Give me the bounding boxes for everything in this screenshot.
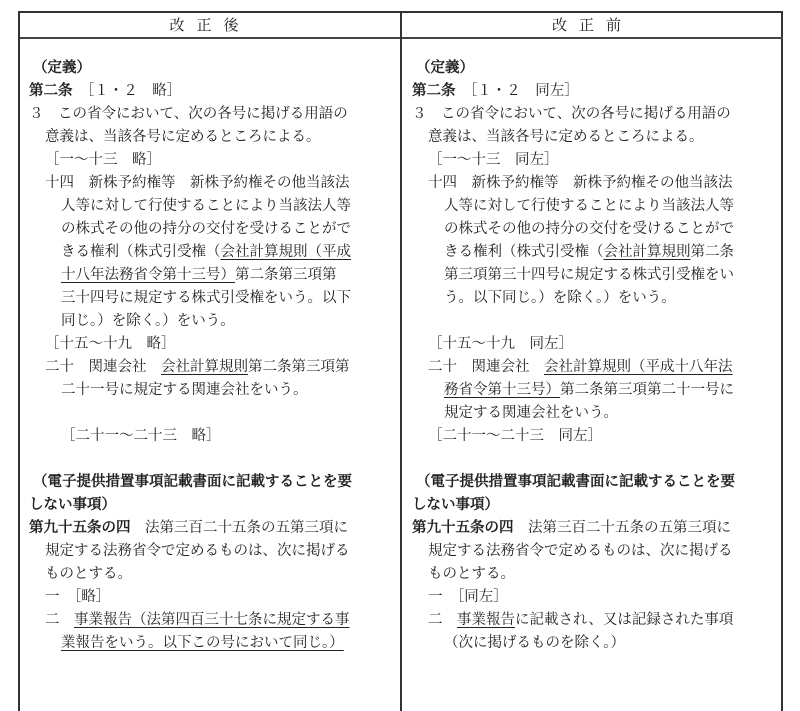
body-text: 規定する法務省令で定めるものは、次に掲げる <box>45 543 350 559</box>
body-text: 一 ［同左］ <box>428 589 508 605</box>
text-line <box>29 103 348 126</box>
text-line <box>29 494 116 517</box>
heading-text: （電子提供措置事項記載書面に記載することを要 <box>33 474 352 490</box>
text-line <box>444 241 734 264</box>
body-text: 人等に対して行使することにより当該法人等 <box>61 198 351 214</box>
text-line <box>61 218 351 241</box>
body-text: 同じ。）を除く。）をいう。 <box>61 313 235 329</box>
heading-text: 第二条 <box>29 83 73 99</box>
text-line <box>61 425 221 448</box>
body-text: 法第三百二十五条の五第三項に <box>513 520 731 536</box>
body-text: 第三項第三十四号に規定する株式引受権をい <box>444 267 734 283</box>
text-line <box>444 379 734 402</box>
text-line <box>444 287 676 310</box>
text-line <box>29 80 181 103</box>
text-line <box>61 379 308 402</box>
body-text: ［１・２ 同左］ <box>455 83 579 99</box>
text-line <box>428 333 573 356</box>
body-text: 十四 新株予約権等 新株予約権その他当該法 <box>45 175 350 191</box>
text-line <box>61 632 344 655</box>
amended-text: 十八年法務省令第十三号） <box>61 267 235 283</box>
body-text: 一 ［略］ <box>45 589 111 605</box>
body-text: 規定する関連会社をいう。 <box>444 405 618 421</box>
text-line <box>412 103 731 126</box>
body-text: ［二十一～二十三 同左］ <box>428 428 602 444</box>
body-text: ［一～十三 略］ <box>45 152 161 168</box>
text-line <box>416 471 735 494</box>
comparison-table <box>18 11 783 711</box>
body-text: 人等に対して行使することにより当該法人等 <box>444 198 734 214</box>
heading-text: しない事項） <box>29 497 116 513</box>
heading-text: しない事項） <box>412 497 499 513</box>
text-line <box>428 586 508 609</box>
body-text: 意義は、当該各号に定めるところによる。 <box>45 129 321 145</box>
text-line <box>444 195 734 218</box>
text-line <box>45 126 321 149</box>
text-line <box>412 494 499 517</box>
text-line <box>45 540 350 563</box>
heading-text: （定義） <box>416 60 474 76</box>
text-line <box>29 517 348 540</box>
text-line <box>412 517 731 540</box>
text-line <box>61 241 351 264</box>
body-text: きる権利（株式引受権（ <box>61 244 221 260</box>
body-text: の株式その他の持分の交付を受けることがで <box>444 221 734 237</box>
text-line <box>61 264 337 287</box>
text-line <box>45 609 350 632</box>
heading-text: 第二条 <box>412 83 456 99</box>
body-text: う。以下同じ。）を除く。）をいう。 <box>444 290 676 306</box>
body-text: 二 <box>45 612 74 628</box>
body-text: ものとする。 <box>428 566 515 582</box>
text-line <box>45 172 350 195</box>
amended-text: 会社計算規則（平成 <box>220 244 351 260</box>
text-line <box>428 425 602 448</box>
body-text: に記載され、又は記録された事項 <box>515 612 734 628</box>
body-text: ［十五～十九 同左］ <box>428 336 573 352</box>
text-line <box>428 563 515 586</box>
heading-text: 第九十五条の四 <box>412 520 514 536</box>
body-text: ３ この省令において、次の各号に掲げる用語の <box>29 106 348 122</box>
text-line <box>61 310 235 333</box>
body-text: 第二条 <box>690 244 734 260</box>
body-text: ［十五～十九 略］ <box>45 336 176 352</box>
heading-text: 第九十五条の四 <box>29 520 131 536</box>
text-line <box>416 57 474 80</box>
text-line <box>428 540 733 563</box>
heading-text: （定義） <box>33 60 91 76</box>
amended-text: 務省令第十三号） <box>444 382 560 398</box>
amended-text: 事業報告 <box>457 612 515 628</box>
body-text: 規定する法務省令で定めるものは、次に掲げる <box>428 543 733 559</box>
text-line <box>33 471 352 494</box>
text-line <box>428 126 704 149</box>
body-text: （次に掲げるものを除く。） <box>444 635 625 651</box>
body-text: 二十一号に規定する関連会社をいう。 <box>61 382 308 398</box>
body-text: の株式その他の持分の交付を受けることがで <box>61 221 351 237</box>
text-line <box>45 356 350 379</box>
text-line <box>444 264 734 287</box>
text-line <box>428 356 733 379</box>
body-text: ［１・２ 略］ <box>72 83 182 99</box>
body-text: ［二十一～二十三 略］ <box>61 428 221 444</box>
header-after-amendment: 改正後 <box>20 13 400 39</box>
text-line <box>45 586 110 609</box>
body-text: ［一～十三 同左］ <box>428 152 559 168</box>
text-line <box>444 632 625 655</box>
text-line <box>412 80 579 103</box>
body-text: 二十 関連会社 <box>45 359 161 375</box>
text-line <box>444 402 618 425</box>
body-text: 意義は、当該各号に定めるところによる。 <box>428 129 704 145</box>
text-line <box>428 172 733 195</box>
amended-text: 業報告をいう。以下この号において同じ。） <box>61 635 344 651</box>
text-line <box>61 195 351 218</box>
column-divider <box>400 13 402 711</box>
text-line <box>428 609 733 632</box>
text-line <box>45 563 132 586</box>
body-text: 第二条第三項第 <box>235 267 337 283</box>
body-text: 二十 関連会社 <box>428 359 544 375</box>
amended-text: 会社計算規則 <box>161 359 248 375</box>
text-line <box>428 149 559 172</box>
text-line <box>444 218 734 241</box>
body-text: きる権利（株式引受権（ <box>444 244 604 260</box>
body-text: 三十四号に規定する株式引受権をいう。以下 <box>61 290 351 306</box>
body-text: ものとする。 <box>45 566 132 582</box>
amended-text: 会社計算規則（平成十八年法 <box>544 359 733 375</box>
text-line <box>45 149 161 172</box>
text-line <box>45 333 176 356</box>
body-text: 第二条第三項第 <box>248 359 350 375</box>
body-text: 法第三百二十五条の五第三項に <box>130 520 348 536</box>
body-text: 第二条第三項第二十一号に <box>560 382 734 398</box>
body-text: 二 <box>428 612 457 628</box>
amended-text: 会社計算規則 <box>603 244 691 260</box>
body-text: 十四 新株予約権等 新株予約権その他当該法 <box>428 175 733 191</box>
heading-text: （電子提供措置事項記載書面に記載することを要 <box>416 474 735 490</box>
body-text: ３ この省令において、次の各号に掲げる用語の <box>412 106 731 122</box>
header-before-amendment: 改正前 <box>402 13 783 39</box>
text-line <box>33 57 91 80</box>
text-line <box>61 287 351 310</box>
amended-text: 事業報告（法第四百三十七条に規定する事 <box>74 612 350 628</box>
